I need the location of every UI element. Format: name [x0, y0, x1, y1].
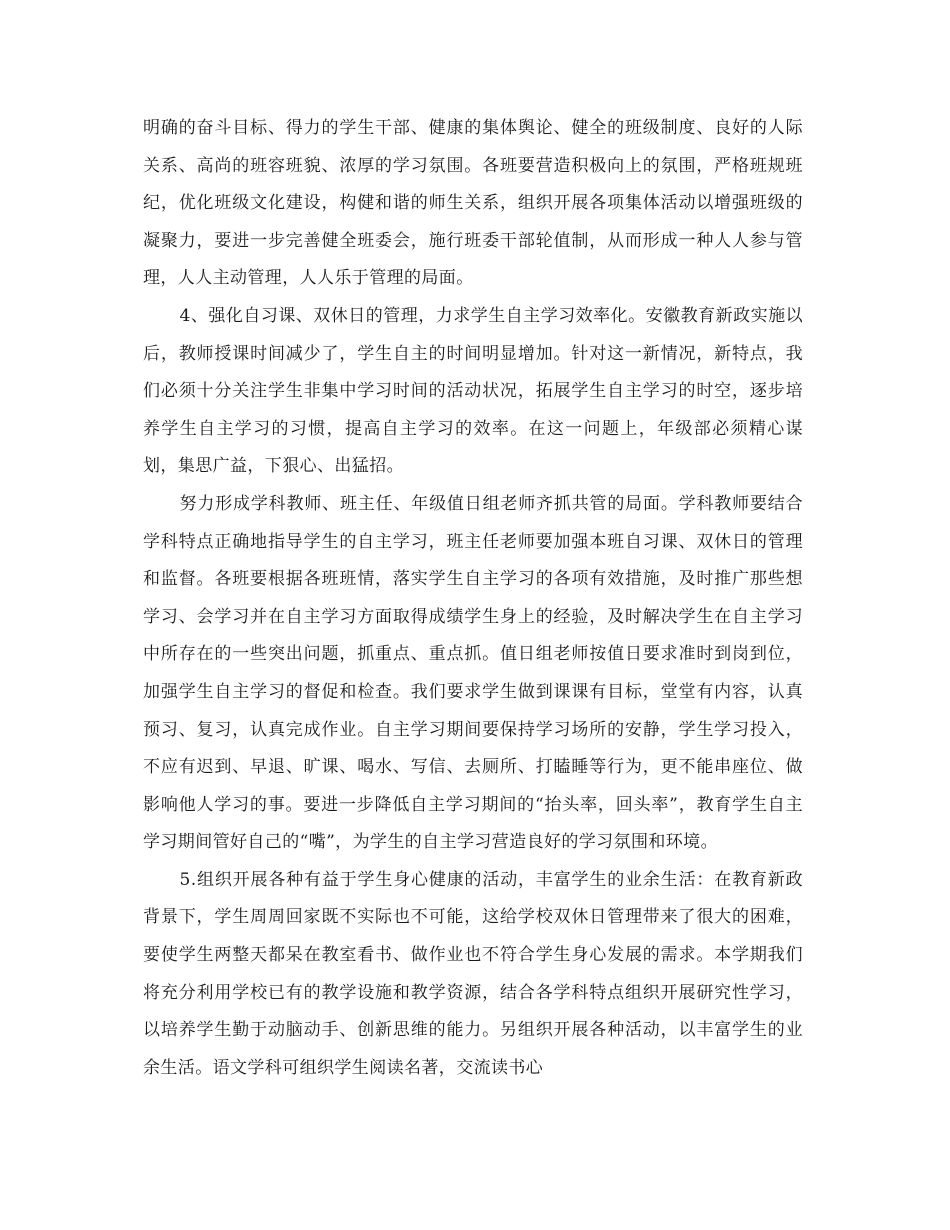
document-page — [143, 110, 803, 1087]
paragraph-extracurricular-activities: 5.组织开展各种有益于学生身心健康的活动，丰富学生的业余生活：在教育新政背景下，学生周周回家既不实际也不可能，这给学校双休日管理带来了很大的困难，要使学生两整天都呆在教室看书、做作业也不符合学生身心发展的需求。本学期我们将充分利用学校已有的教学设施和教学资源，结合各学科特点组织开展研究性学习，以培养学生勤于动脑动手、创新思维的能力。另组织开展各种活动，以丰富学生的业余生活。语文学科可组织学生阅读名著，交流读书心 — [143, 869, 803, 1078]
paragraph-self-study-management: 4、强化自习课、双休日的管理，力求学生自主学习效率化。安徽教育新政实施以后，教师授课时间减少了，学生自主的时间明显增加。针对这一新情况，新特点，我们必须十分关注学生非集中学习时间的活动状况，拓展学生自主学习的时空，逐步培养学生自主学习的习惯，提高自主学习的效率。在这一问题上，年级部必须精心谋划，集思广益，下狠心、出猛招。 — [143, 305, 803, 477]
paragraph-class-goals: 明确的奋斗目标、得力的学生干部、健康的集体舆论、健全的班级制度、良好的人际关系、高尚的班容班貌、浓厚的学习氛围。各班要营造积极向上的氛围，严格班规班纪，优化班级文化建设，构健和谐的师生关系，组织开展各项集体活动以增强班级的凝聚力，要进一步完善健全班委会，施行班委干部轮值制，从而形成一种人人参与管理，人人主动管理，人人乐于管理的局面。 — [143, 118, 803, 289]
paragraph-joint-management: 努力形成学科教师、班主任、年级值日组老师齐抓共管的局面。学科教师要结合学科特点正确地指导学生的自主学习，班主任老师要加强本班自习课、双休日的管理和监督。各班要根据各班班情，落实学生自主学习的各项有效措施，及时推广那些想学习、会学习并在自主学习方面取得成绩学生身上的经验，及时解决学生在自主学习中所存在的一些突出问题，抓重点、重点抓。值日组老师按值日要求准时到岗到位，加强学生自主学习的督促和检查。我们要求学生做到课课有目标，堂堂有内容，认真预习、复习，认真完成作业。自主学习期间要保持学习场所的安静，学生学习投入，不应有迟到、早退、旷课、喝水、写信、去厕所、打瞌睡等行为，更不能串座位、做影响他人学习的事。要进一步降低自主学习期间的“抬头率，回头率”，教育学生自主学习期间管好自己的“嘴”，为学生的自主学习营造良好的学习氛围和环境。 — [143, 493, 803, 853]
